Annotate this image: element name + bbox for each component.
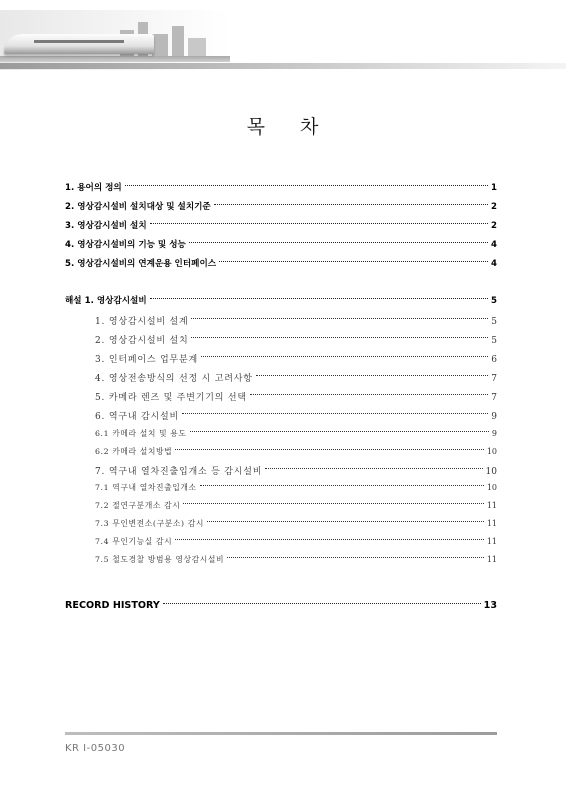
toc-entry-label: 7. 역구내 열차진출입개소 등 감시설비 <box>95 467 263 477</box>
toc-entry-page: 2 <box>491 202 497 212</box>
toc-leader <box>163 603 481 604</box>
toc-entry-label: 6.1 카메라 설치 및 용도 <box>95 429 187 438</box>
toc-subentry-6-1[interactable] <box>95 428 497 439</box>
toc-entry-label: 3. 인터페이스 업무분계 <box>95 355 198 365</box>
toc-entry-label: 해설 1. 영상감시설비 <box>65 296 147 306</box>
toc-entry-label: 3. 영상감시설비 설치 <box>65 221 147 231</box>
toc-subentry-4[interactable] <box>95 371 497 384</box>
toc-leader <box>150 223 488 224</box>
toc-entry-label: 7.5 철도경찰 방범용 영상감시설비 <box>95 555 225 564</box>
toc-leader <box>189 242 488 243</box>
toc-entry-label: 7.3 무인변전소(구분소) 감시 <box>95 519 204 528</box>
toc-entry-4[interactable] <box>65 238 497 250</box>
toc-entry-record-history[interactable] <box>65 600 497 611</box>
toc-leader <box>150 298 488 299</box>
toc-leader <box>201 356 488 357</box>
toc-entry-page: 11 <box>486 537 497 546</box>
toc-leader <box>219 261 488 262</box>
toc-entry-label: 7.4 무인기능실 감시 <box>95 537 173 546</box>
toc-entry-label: 7.2 절연구분개소 감시 <box>95 501 181 510</box>
toc-leader <box>175 449 484 450</box>
toc-entry-label: 6.2 카메라 설치방법 <box>95 447 173 456</box>
toc-leader <box>183 503 483 504</box>
toc-entry-label: 5. 영상감시설비의 연계운용 인터페이스 <box>65 259 217 269</box>
toc-subentry-2[interactable] <box>95 333 497 346</box>
toc-subentry-3[interactable] <box>95 352 497 365</box>
toc-entry-label: 4. 영상전송방식의 선정 시 고려사항 <box>95 374 253 384</box>
toc-entry-page: 4 <box>491 259 497 269</box>
toc-entry-label: 2. 영상감시설비 설치 <box>95 336 189 346</box>
toc-entry-label: 1. 영상감시설비 설계 <box>95 317 189 327</box>
toc-entry-page: 11 <box>486 501 497 510</box>
toc-leader <box>191 318 488 319</box>
toc-entry-page: 10 <box>486 447 497 456</box>
toc-entry-label: 1. 용어의 정의 <box>65 183 122 193</box>
toc-leader <box>265 468 482 469</box>
toc-entry-3[interactable] <box>65 219 497 231</box>
toc-entry-page: 10 <box>485 467 497 477</box>
toc-entry-1[interactable] <box>65 181 497 193</box>
toc-leader <box>190 431 489 432</box>
toc-leader <box>175 539 484 540</box>
toc-subentry-1[interactable] <box>95 314 497 327</box>
toc-subentry-7-4[interactable] <box>95 536 497 547</box>
page-title <box>0 112 566 139</box>
toc-leader <box>227 557 484 558</box>
toc-entry-page: 7 <box>491 393 497 403</box>
toc-entry-page: 2 <box>491 221 497 231</box>
toc-subentry-5[interactable] <box>95 390 497 403</box>
toc-subentry-7-1[interactable] <box>95 482 497 493</box>
title-char-1: 목 <box>246 116 266 138</box>
toc-subentry-6[interactable] <box>95 409 497 422</box>
toc-entry-page: 4 <box>491 240 497 250</box>
toc-entry-page: 6 <box>491 355 497 365</box>
toc-entry-page: 5 <box>491 317 497 327</box>
toc-entry-page: 11 <box>486 555 497 564</box>
toc-leader <box>214 204 488 205</box>
toc-subentry-6-2[interactable] <box>95 446 497 457</box>
footer-divider <box>65 732 497 735</box>
toc-entry-page: 11 <box>486 519 497 528</box>
toc-entry-5[interactable] <box>65 257 497 269</box>
toc-leader <box>207 521 484 522</box>
toc-entry-label: 6. 역구내 감시설비 <box>95 412 179 422</box>
toc-subentry-7-2[interactable] <box>95 500 497 511</box>
toc-entry-2[interactable] <box>65 200 497 212</box>
toc-leader <box>256 375 489 376</box>
toc-entry-commentary[interactable] <box>65 294 497 306</box>
toc-subentry-7-5[interactable] <box>95 554 497 565</box>
toc-entry-page: 7 <box>491 374 497 384</box>
toc-entry-page: 1 <box>491 183 497 193</box>
toc-entry-label: 4. 영상감시설비의 기능 및 성능 <box>65 240 186 250</box>
header-gradient-bar <box>0 63 566 69</box>
toc-leader <box>191 337 488 338</box>
toc-leader <box>182 413 488 414</box>
toc-entry-page: 5 <box>491 336 497 346</box>
toc-leader <box>250 394 488 395</box>
toc-subentry-7[interactable] <box>95 464 497 477</box>
toc-leader <box>200 485 484 486</box>
toc-entry-page: 13 <box>483 600 497 611</box>
toc-leader <box>125 185 488 186</box>
toc-entry-page: 9 <box>491 429 497 438</box>
toc-entry-label: 5. 카메라 렌즈 및 주변기기의 선택 <box>95 393 247 403</box>
toc-entry-label: RECORD HISTORY <box>65 600 160 611</box>
toc-entry-page: 9 <box>491 412 497 422</box>
toc-entry-label: 7.1 역구내 열차진출입개소 <box>95 483 197 492</box>
header-train-image <box>0 10 230 70</box>
toc-entry-page: 5 <box>491 296 497 306</box>
toc-entry-page: 10 <box>486 483 497 492</box>
toc-entry-label: 2. 영상감시설비 설치대상 및 설치기준 <box>65 202 211 212</box>
title-char-2: 차 <box>300 116 320 138</box>
footer-doc-code: KR I-05030 <box>65 743 126 754</box>
toc-subentry-7-3[interactable] <box>95 518 497 529</box>
page-header <box>0 0 566 70</box>
